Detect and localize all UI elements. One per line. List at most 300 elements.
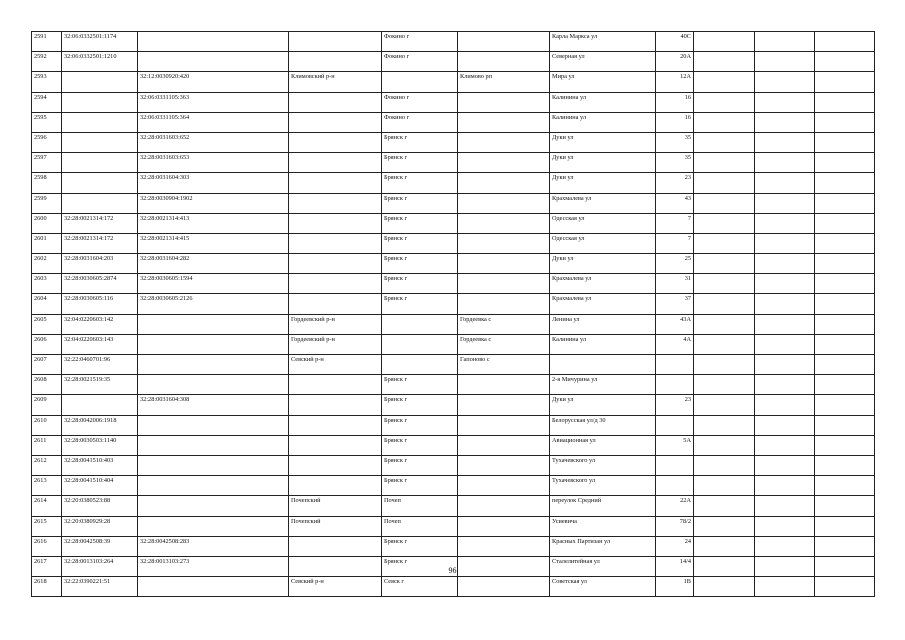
cell-cadastral-number: 32:06:0332501:1210	[62, 52, 138, 72]
cell-extra-1	[694, 435, 755, 455]
cell-settlement	[458, 193, 550, 213]
cell-row-number: 2605	[32, 314, 62, 334]
cell-cadastral-number: 32:28:0021314:172	[62, 233, 138, 253]
cell-row-number: 2592	[32, 52, 62, 72]
cell-cadastral-number: 32:28:0031604:203	[62, 254, 138, 274]
cell-extra-2	[755, 577, 815, 597]
cell-street: Северная ул	[550, 52, 656, 72]
cell-city: Фокино г	[382, 92, 458, 112]
table-row	[32, 536, 875, 556]
cell-extra-1	[694, 274, 755, 294]
cell-extra-3	[815, 476, 875, 496]
cell-extra-1	[694, 577, 755, 597]
cell-district	[289, 254, 382, 274]
table-row	[32, 455, 875, 475]
cell-row-number: 2615	[32, 516, 62, 536]
cell-house-number: 43А	[656, 314, 694, 334]
cell-building-cadastral-number: 32:28:0021314:413	[138, 213, 289, 233]
cell-building-cadastral-number	[138, 435, 289, 455]
cell-extra-2	[755, 314, 815, 334]
cell-street: Одесская ул	[550, 233, 656, 253]
cell-district	[289, 52, 382, 72]
cell-house-number: 78/2	[656, 516, 694, 536]
cell-row-number: 2617	[32, 556, 62, 576]
cell-row-number: 2609	[32, 395, 62, 415]
cell-city: Брянск г	[382, 233, 458, 253]
cell-city: Брянск г	[382, 274, 458, 294]
cell-district	[289, 455, 382, 475]
cell-cadastral-number: 32:04:0220603:142	[62, 314, 138, 334]
cell-extra-2	[755, 52, 815, 72]
cell-city: Брянск г	[382, 132, 458, 152]
cell-extra-2	[755, 173, 815, 193]
cell-city	[382, 72, 458, 92]
table-row	[32, 516, 875, 536]
cell-extra-1	[694, 112, 755, 132]
cell-cadastral-number	[62, 395, 138, 415]
page-number: 96	[448, 566, 457, 575]
table-body	[32, 32, 875, 597]
cell-district: Климовский р-н	[289, 72, 382, 92]
cell-settlement	[458, 375, 550, 395]
cell-house-number	[656, 415, 694, 435]
table-row	[32, 435, 875, 455]
cell-extra-2	[755, 294, 815, 314]
table-row	[32, 375, 875, 395]
table-row	[32, 274, 875, 294]
cell-street: Советская ул	[550, 577, 656, 597]
cell-house-number: 7	[656, 233, 694, 253]
cell-house-number: 23	[656, 173, 694, 193]
cell-house-number: 22А	[656, 496, 694, 516]
cell-street: Авиационная ул	[550, 435, 656, 455]
cell-settlement	[458, 52, 550, 72]
cell-row-number: 2611	[32, 435, 62, 455]
cell-building-cadastral-number	[138, 355, 289, 375]
cell-house-number: 23	[656, 395, 694, 415]
cell-cadastral-number: 32:04:0220603:143	[62, 334, 138, 354]
cell-city: Брянск г	[382, 193, 458, 213]
cell-house-number: 20А	[656, 52, 694, 72]
table-row	[32, 415, 875, 435]
cell-row-number: 2600	[32, 213, 62, 233]
cell-street: Калинина ул	[550, 112, 656, 132]
cell-settlement	[458, 536, 550, 556]
cell-extra-3	[815, 132, 875, 152]
cell-extra-1	[694, 415, 755, 435]
cell-building-cadastral-number	[138, 496, 289, 516]
cell-cadastral-number	[62, 112, 138, 132]
table-row	[32, 153, 875, 173]
cell-extra-1	[694, 32, 755, 52]
cell-row-number: 2594	[32, 92, 62, 112]
table-row	[32, 213, 875, 233]
cell-extra-3	[815, 435, 875, 455]
cell-building-cadastral-number	[138, 334, 289, 354]
cell-city	[382, 355, 458, 375]
cell-street: переулок Средний	[550, 496, 656, 516]
cell-settlement: Климово рп	[458, 72, 550, 92]
cell-row-number: 2599	[32, 193, 62, 213]
cell-extra-2	[755, 496, 815, 516]
cell-cadastral-number: 32:28:0013103:264	[62, 556, 138, 576]
table-row	[32, 72, 875, 92]
cell-extra-2	[755, 476, 815, 496]
cell-district	[289, 193, 382, 213]
cell-house-number: 7	[656, 213, 694, 233]
cell-building-cadastral-number: 32:28:0030904:1902	[138, 193, 289, 213]
cell-extra-1	[694, 132, 755, 152]
cell-settlement	[458, 415, 550, 435]
cell-building-cadastral-number	[138, 516, 289, 536]
cell-extra-1	[694, 254, 755, 274]
cell-street: Дуки ул	[550, 173, 656, 193]
cell-building-cadastral-number: 32:28:0021314:415	[138, 233, 289, 253]
cell-extra-1	[694, 455, 755, 475]
cell-extra-2	[755, 112, 815, 132]
cell-house-number: 1В	[656, 577, 694, 597]
cell-extra-2	[755, 334, 815, 354]
cell-extra-3	[815, 254, 875, 274]
cell-district	[289, 395, 382, 415]
cell-settlement	[458, 112, 550, 132]
cell-street: Красных Партизан ул	[550, 536, 656, 556]
cell-district	[289, 536, 382, 556]
cell-house-number: 4А	[656, 334, 694, 354]
cell-row-number: 2616	[32, 536, 62, 556]
cell-extra-2	[755, 455, 815, 475]
cell-building-cadastral-number	[138, 314, 289, 334]
cell-city: Брянск г	[382, 415, 458, 435]
cell-street: Дуки ул	[550, 132, 656, 152]
cell-cadastral-number: 32:28:0030605:116	[62, 294, 138, 314]
cell-building-cadastral-number: 32:28:0031604:308	[138, 395, 289, 415]
cell-district: Севский р-н	[289, 577, 382, 597]
cell-house-number: 14/4	[656, 556, 694, 576]
cell-city: Почеп	[382, 496, 458, 516]
cell-street: Крахмалева ул	[550, 193, 656, 213]
table-row	[32, 112, 875, 132]
cell-house-number: 25	[656, 254, 694, 274]
cell-house-number: 31	[656, 274, 694, 294]
cell-district	[289, 476, 382, 496]
cell-house-number	[656, 375, 694, 395]
cell-street: 2-я Мичурина ул	[550, 375, 656, 395]
cell-street: Карла Маркса ул	[550, 32, 656, 52]
cell-cadastral-number: 32:28:0030503:1140	[62, 435, 138, 455]
table-row	[32, 496, 875, 516]
cell-row-number: 2596	[32, 132, 62, 152]
cell-row-number: 2604	[32, 294, 62, 314]
cell-building-cadastral-number	[138, 476, 289, 496]
cell-extra-2	[755, 355, 815, 375]
cell-district	[289, 153, 382, 173]
cell-cadastral-number	[62, 193, 138, 213]
cell-city: Брянск г	[382, 556, 458, 576]
cell-street: Дуки ул	[550, 153, 656, 173]
cell-building-cadastral-number: 32:28:0042508:283	[138, 536, 289, 556]
cell-city: Фокино г	[382, 32, 458, 52]
cell-row-number: 2597	[32, 153, 62, 173]
cell-building-cadastral-number: 32:28:0031603:653	[138, 153, 289, 173]
cell-row-number: 2613	[32, 476, 62, 496]
cell-extra-2	[755, 254, 815, 274]
cell-building-cadastral-number	[138, 375, 289, 395]
cell-district: Гордеевский р-н	[289, 334, 382, 354]
cell-house-number	[656, 355, 694, 375]
cell-district	[289, 32, 382, 52]
cell-extra-3	[815, 355, 875, 375]
table-row	[32, 334, 875, 354]
cell-district	[289, 92, 382, 112]
cell-extra-2	[755, 153, 815, 173]
cell-city	[382, 334, 458, 354]
cell-extra-2	[755, 132, 815, 152]
cell-house-number: 5А	[656, 435, 694, 455]
cell-extra-1	[694, 516, 755, 536]
cell-settlement	[458, 233, 550, 253]
cell-district	[289, 415, 382, 435]
cell-settlement: Гордеевка с	[458, 334, 550, 354]
cell-city: Брянск г	[382, 153, 458, 173]
cell-row-number: 2602	[32, 254, 62, 274]
cell-cadastral-number	[62, 92, 138, 112]
cell-building-cadastral-number	[138, 455, 289, 475]
cell-settlement	[458, 496, 550, 516]
table-row	[32, 254, 875, 274]
cell-district	[289, 112, 382, 132]
cell-city: Брянск г	[382, 173, 458, 193]
cell-extra-3	[815, 213, 875, 233]
cell-cadastral-number: 32:28:0021519:35	[62, 375, 138, 395]
cell-settlement	[458, 32, 550, 52]
cell-building-cadastral-number: 32:12:0030920:420	[138, 72, 289, 92]
cell-extra-3	[815, 193, 875, 213]
register-table	[31, 31, 875, 597]
cell-cadastral-number: 32:28:0042006:1918	[62, 415, 138, 435]
cell-street: Калинина ул	[550, 92, 656, 112]
table-row	[32, 577, 875, 597]
cell-row-number: 2614	[32, 496, 62, 516]
table-row	[32, 395, 875, 415]
cell-building-cadastral-number	[138, 415, 289, 435]
cell-extra-3	[815, 496, 875, 516]
cell-house-number	[656, 476, 694, 496]
cell-city: Брянск г	[382, 375, 458, 395]
cell-settlement	[458, 577, 550, 597]
cell-extra-3	[815, 375, 875, 395]
cell-house-number: 12А	[656, 72, 694, 92]
cell-street: Сталелитейная ул	[550, 556, 656, 576]
cell-house-number: 40С	[656, 32, 694, 52]
cell-city: Брянск г	[382, 536, 458, 556]
cell-house-number: 35	[656, 153, 694, 173]
cell-city: Брянск г	[382, 254, 458, 274]
cell-building-cadastral-number: 32:28:0031603:652	[138, 132, 289, 152]
cell-extra-3	[815, 112, 875, 132]
cell-house-number	[656, 455, 694, 475]
cell-extra-3	[815, 92, 875, 112]
cell-district	[289, 173, 382, 193]
cell-settlement	[458, 153, 550, 173]
cell-cadastral-number	[62, 132, 138, 152]
cell-row-number: 2601	[32, 233, 62, 253]
cell-building-cadastral-number: 32:06:0331105:363	[138, 92, 289, 112]
cell-extra-3	[815, 52, 875, 72]
cell-cadastral-number: 32:20:0380523:88	[62, 496, 138, 516]
cell-house-number: 35	[656, 132, 694, 152]
cell-street: Калинина ул	[550, 334, 656, 354]
cell-city: Брянск г	[382, 476, 458, 496]
cell-extra-2	[755, 233, 815, 253]
cell-street: Усиевича	[550, 516, 656, 536]
cell-settlement	[458, 132, 550, 152]
cell-extra-2	[755, 72, 815, 92]
cell-extra-1	[694, 294, 755, 314]
cell-settlement	[458, 92, 550, 112]
table-row	[32, 355, 875, 375]
cell-street: Дуки ул	[550, 254, 656, 274]
cell-extra-1	[694, 92, 755, 112]
cell-city: Брянск г	[382, 294, 458, 314]
cell-city: Брянск г	[382, 213, 458, 233]
cell-extra-1	[694, 334, 755, 354]
cell-settlement	[458, 455, 550, 475]
cell-street: Белорусская ул/д 30	[550, 415, 656, 435]
cell-building-cadastral-number: 32:28:0030605:1594	[138, 274, 289, 294]
cell-extra-3	[815, 32, 875, 52]
cell-row-number: 2607	[32, 355, 62, 375]
cell-extra-3	[815, 153, 875, 173]
cell-row-number: 2591	[32, 32, 62, 52]
cell-extra-1	[694, 193, 755, 213]
cell-settlement	[458, 213, 550, 233]
cell-building-cadastral-number	[138, 577, 289, 597]
cell-row-number: 2606	[32, 334, 62, 354]
cell-cadastral-number	[62, 173, 138, 193]
cell-cadastral-number: 32:28:0042508:39	[62, 536, 138, 556]
cell-city: Брянск г	[382, 435, 458, 455]
table-row	[32, 233, 875, 253]
cell-building-cadastral-number: 32:28:0031604:282	[138, 254, 289, 274]
cell-row-number: 2593	[32, 72, 62, 92]
cell-settlement	[458, 395, 550, 415]
cell-extra-2	[755, 395, 815, 415]
cell-extra-1	[694, 233, 755, 253]
cell-district	[289, 213, 382, 233]
cell-extra-1	[694, 213, 755, 233]
cell-city: Фокино г	[382, 52, 458, 72]
cell-building-cadastral-number: 32:28:0031604:303	[138, 173, 289, 193]
cell-extra-1	[694, 536, 755, 556]
cell-street: Тухачевского ул	[550, 476, 656, 496]
cell-district	[289, 132, 382, 152]
cell-row-number: 2608	[32, 375, 62, 395]
cell-settlement	[458, 294, 550, 314]
cell-extra-2	[755, 415, 815, 435]
cell-extra-3	[815, 516, 875, 536]
cell-street: Крахмалева ул	[550, 274, 656, 294]
cell-building-cadastral-number: 32:28:0030605:2126	[138, 294, 289, 314]
cell-extra-1	[694, 72, 755, 92]
cell-cadastral-number: 32:28:0041510:403	[62, 455, 138, 475]
cell-extra-2	[755, 536, 815, 556]
cell-extra-1	[694, 375, 755, 395]
cell-row-number: 2618	[32, 577, 62, 597]
cell-cadastral-number	[62, 153, 138, 173]
cell-extra-2	[755, 193, 815, 213]
cell-building-cadastral-number: 32:06:0331105:364	[138, 112, 289, 132]
cell-row-number: 2598	[32, 173, 62, 193]
cell-extra-2	[755, 435, 815, 455]
table-row	[32, 173, 875, 193]
cell-extra-1	[694, 476, 755, 496]
cell-settlement	[458, 476, 550, 496]
cell-cadastral-number: 32:28:0021314:172	[62, 213, 138, 233]
cell-building-cadastral-number	[138, 32, 289, 52]
cell-street: Одесская ул	[550, 213, 656, 233]
cell-extra-1	[694, 173, 755, 193]
cell-settlement: Гордеевка с	[458, 314, 550, 334]
cell-extra-3	[815, 294, 875, 314]
cell-extra-2	[755, 516, 815, 536]
cell-settlement	[458, 274, 550, 294]
cell-street: Крахмалева ул	[550, 294, 656, 314]
cell-building-cadastral-number: 32:28:0013103:273	[138, 556, 289, 576]
cell-district	[289, 233, 382, 253]
cell-row-number: 2603	[32, 274, 62, 294]
table-row	[32, 193, 875, 213]
cell-extra-1	[694, 52, 755, 72]
cell-extra-3	[815, 395, 875, 415]
cell-extra-3	[815, 72, 875, 92]
table-row	[32, 52, 875, 72]
cell-city: Брянск г	[382, 455, 458, 475]
table-row	[32, 132, 875, 152]
cell-cadastral-number: 32:22:0460701:96	[62, 355, 138, 375]
cell-cadastral-number: 32:28:0030605:2874	[62, 274, 138, 294]
cell-row-number: 2612	[32, 455, 62, 475]
cell-extra-3	[815, 577, 875, 597]
cell-extra-3	[815, 274, 875, 294]
cell-settlement	[458, 254, 550, 274]
cell-cadastral-number: 32:20:0380929:28	[62, 516, 138, 536]
cell-house-number: 24	[656, 536, 694, 556]
cell-row-number: 2595	[32, 112, 62, 132]
cell-cadastral-number: 32:22:0390221:51	[62, 577, 138, 597]
cell-extra-2	[755, 213, 815, 233]
cell-extra-3	[815, 173, 875, 193]
cell-row-number: 2610	[32, 415, 62, 435]
cell-extra-3	[815, 334, 875, 354]
cell-settlement	[458, 435, 550, 455]
cell-extra-1	[694, 153, 755, 173]
cell-house-number: 43	[656, 193, 694, 213]
table-row	[32, 92, 875, 112]
cell-extra-1	[694, 496, 755, 516]
cell-settlement	[458, 173, 550, 193]
cell-cadastral-number: 32:06:0332501:1174	[62, 32, 138, 52]
cell-street: Тухачевского ул	[550, 455, 656, 475]
cell-extra-2	[755, 92, 815, 112]
cell-district: Почепский	[289, 496, 382, 516]
cell-house-number: 37	[656, 294, 694, 314]
cell-settlement	[458, 516, 550, 536]
cell-extra-3	[815, 455, 875, 475]
cell-city: Брянск г	[382, 395, 458, 415]
cell-cadastral-number: 32:28:0041510:404	[62, 476, 138, 496]
cell-city: Почеп	[382, 516, 458, 536]
